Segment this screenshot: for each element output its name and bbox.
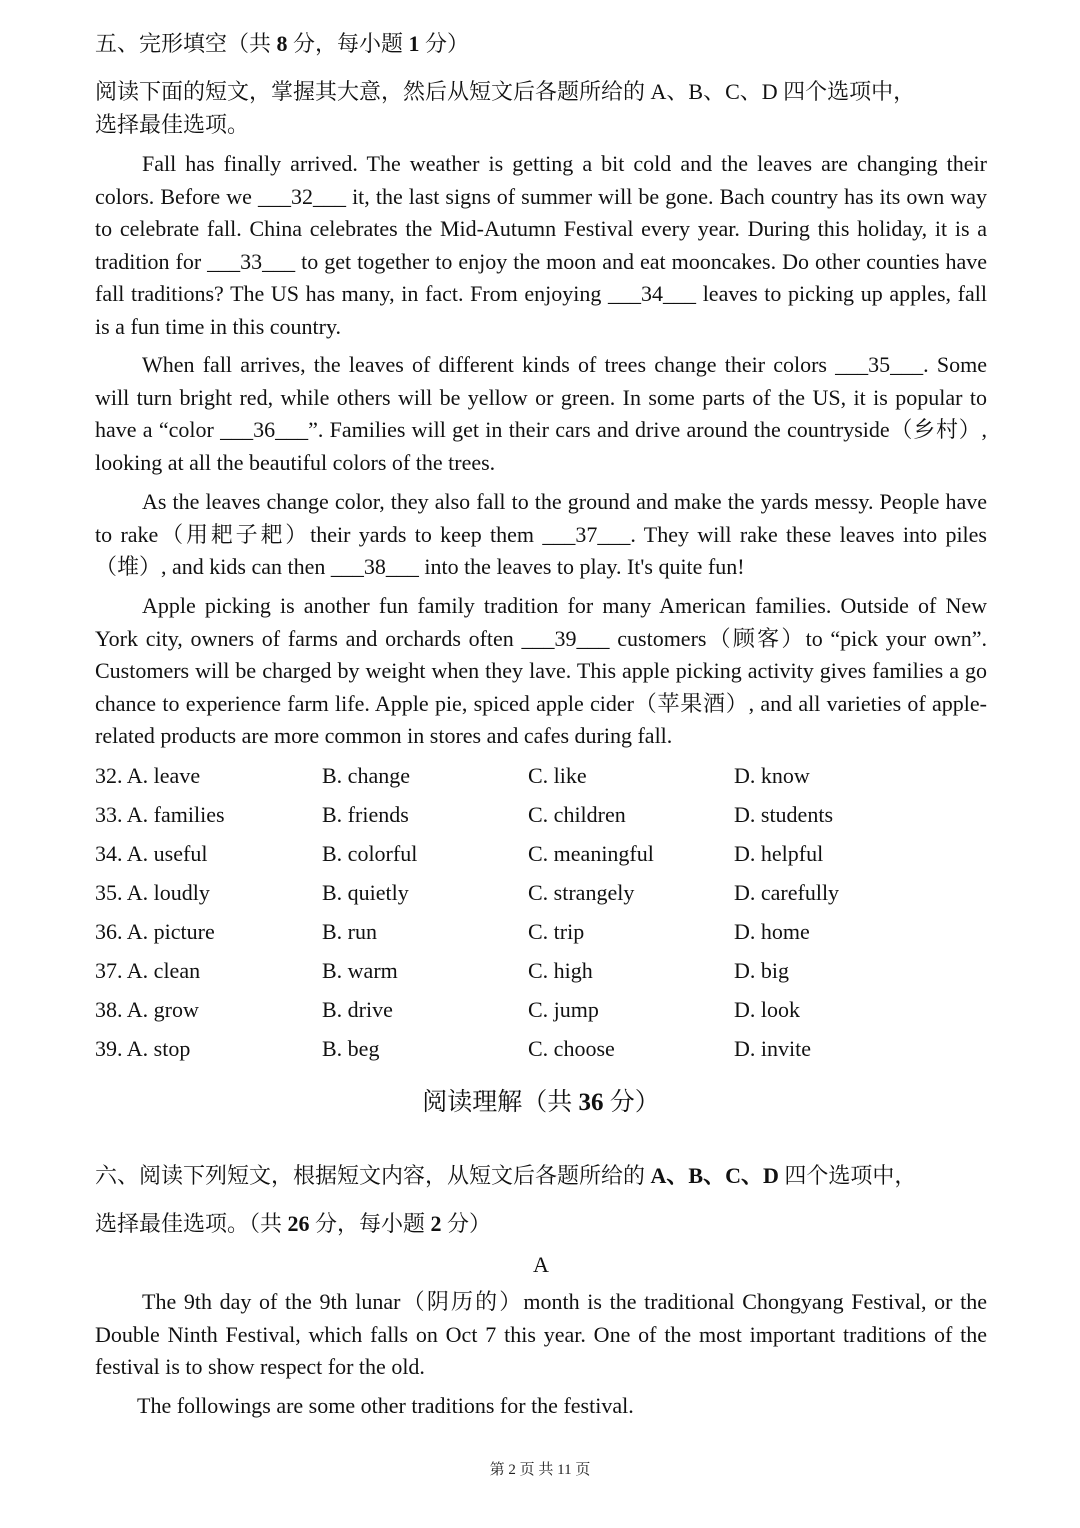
option-row: 32. A. leave B. change C. like D. know <box>95 763 810 788</box>
page-footer: 第 2 页 共 11 页 <box>489 1462 591 1478</box>
option-row: 34. A. useful B. colorful C. meaningful D. helpful <box>95 841 824 866</box>
cloze-paragraph-2: When fall arrives, the leaves of different kinds of trees change their colors ___35___. Some will turn bright red, while others will be yellow or green. In some parts of the US, it is popular to have a “color ___36___”. Families will get in their cars and drive around the countryside（乡村）, looking at all the beautiful colors of the trees. <box>95 352 987 475</box>
passage-a-paragraph-2: The followings are some other traditions for the festival. <box>137 1393 634 1418</box>
section-5-heading: 五、完形填空（共 8 分，每小题 1 分） <box>95 31 470 56</box>
cloze-paragraph-4: Apple picking is another fun family tradition for many American families. Outside of New York city, owners of farms and orchards often ___39___ customers（顾客）to “pick your own”. Customers will be charged by weight when they lave. This apple picking activity gives families a go chance to experience farm life. Apple pie, spiced apple cider（苹果酒）, and all varieties of apple-related products are more common in stores and cafes during fall. <box>95 593 987 749</box>
option-row: 37. A. clean B. warm C. high D. big <box>95 958 789 983</box>
passage-a-paragraph-1: The 9th day of the 9th lunar（阴历的）month is the traditional Chongyang Festival, or the Double Ninth Festival, which falls on Oct 7 this year. One of the most important traditions of the festival is to show respect for the old. <box>95 1289 987 1380</box>
cloze-options <box>95 760 987 1072</box>
cloze-paragraph-3: As the leaves change color, they also fall to the ground and make the yards messy. People have to rake（用耙子耙）their yards to keep them ___37___. They will rake these leaves into piles（堆）, and kids can then ___38___ into the leaves to play. It's quite fun! <box>95 489 987 580</box>
reading-section-title: 阅读理解（共 36 分） <box>422 1089 660 1116</box>
section-5-instruction: 阅读下面的短文，掌握其大意，然后从短文后各题所给的 A、B、C、D 四个选项中， 选择最佳选项。 <box>95 79 916 137</box>
option-row: 36. A. picture B. run C. trip D. home <box>95 919 810 944</box>
section-6-instruction: 六、阅读下列短文，根据短文内容，从短文后各题所给的 A、B、C、D 四个选项中， 选择最佳选项。（共 26 分，每小题 2 分） <box>95 1163 917 1236</box>
option-row: 33. A. families B. friends C. children D. students <box>95 802 833 827</box>
passage-a-label: A <box>533 1252 549 1277</box>
option-row: 35. A. loudly B. quietly C. strangely D. carefully <box>95 880 840 905</box>
option-row: 38. A. grow B. drive C. jump D. look <box>95 997 800 1022</box>
option-row: 39. A. stop B. beg C. choose D. invite <box>95 1036 811 1061</box>
cloze-paragraph-1: Fall has finally arrived. The weather is getting a bit cold and the leaves are changing their colors. Before we ___32___ it, the last signs of summer will be gone. Bach country has its own way to celebrate fall. China celebrates the Mid-Autumn Festival every year. During this holiday, it is a tradition for ___33___ to get together to enjoy the moon and eat mooncakes. Do other counties have fall traditions? The US has many, in fact. From enjoying ___34___ leaves to picking up apples, fall is a fun time in this country. <box>95 151 987 339</box>
